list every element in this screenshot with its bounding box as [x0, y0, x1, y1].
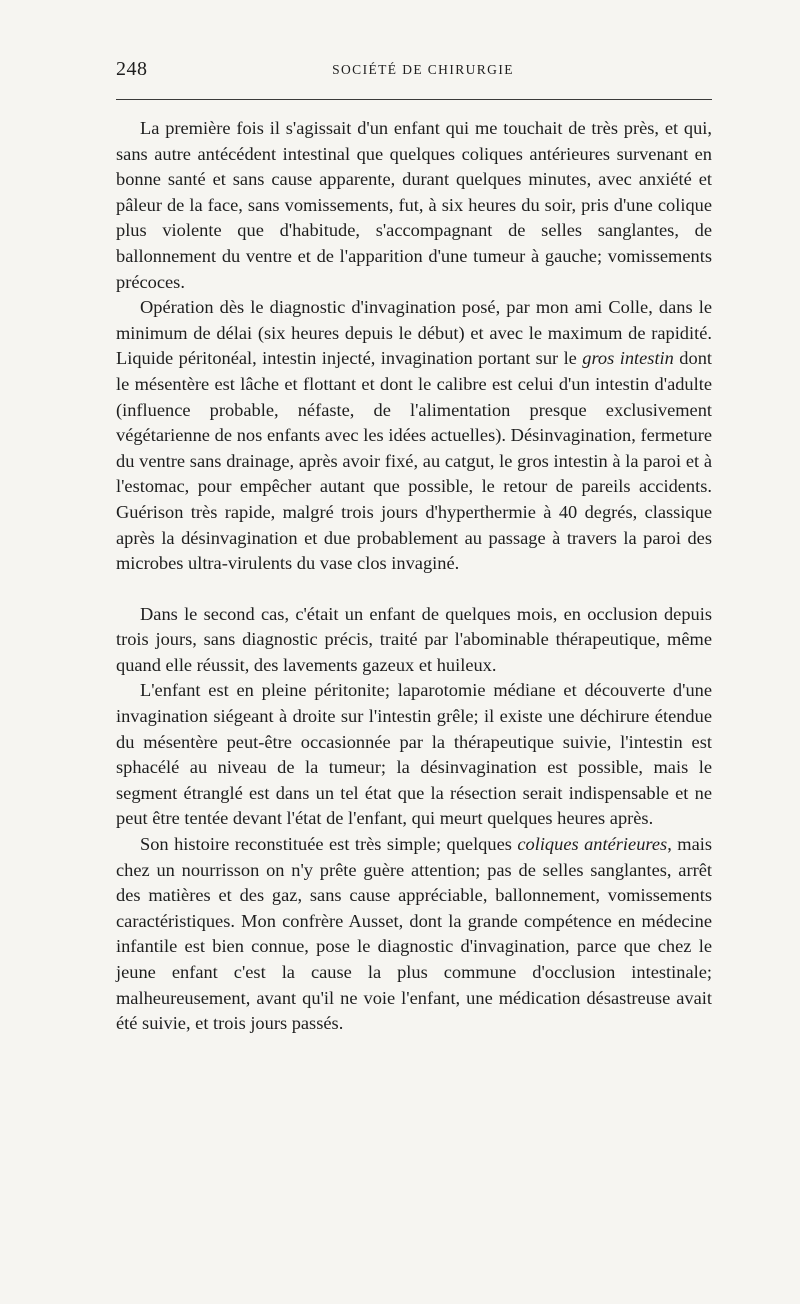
paragraph-operation [116, 295, 712, 577]
paragraph-text: Dans le second cas, c'était un enfant de quelques mois, en occlusion depuis trois jours, sans diagnostic précis, traité par l'abominable thérapeutique, même quand elle réussit, des lavements gazeux et huileux. [116, 603, 712, 675]
paragraph-first-case [116, 116, 712, 295]
paragraph-text: , mais chez un nourrisson on n'y prête guère attention; pas de selles sanglantes, arrêt des matières et des gaz, sans cause appréciable, ballonnement, vomissements caractéristiques. Mon confrère Ausset, dont la grande compétence en médecine infantile est bien connue, pose le diagnostic d'invagination, parce que chez le jeune enfant c'est la cause la plus commune d'occlusion intestinale; malheureusement, avant qu'il ne voie l'enfant, une médication désastreuse avait été suivie, et trois jours passés. [116, 834, 712, 1034]
paragraph-text: dont le mésentère est lâche et flottant et dont le calibre est celui d'un intestin d'adulte (influence probable, néfaste, de l'alimentation presque exclusivement végétarienne de nos enfants avec les idées actuelles). Désinvagination, fermeture du ventre sans drainage, après avoir fixé, au catgut, le gros intestin à la paroi et à l'estomac, pour empêcher autant que possible, le retour de pareils accidents. Guérison très rapide, malgré trois jours d'hyperthermie à 40 degrés, classique après la désinvagination et due probablement au passage à travers la paroi des microbes ultra-virulents du vase clos invaginé. [116, 348, 712, 574]
header-rule [116, 99, 712, 100]
paragraph-text: Opération dès le diagnostic d'invagination posé, par mon ami Colle, dans le minimum de délai (six heures depuis le début) et avec le maximum de rapidité. Liquide péritonéal, intestin injecté, invagination portant sur le [116, 297, 712, 369]
page-header [116, 58, 710, 84]
paragraph-history [116, 832, 712, 1037]
paragraph-text: Son histoire reconstituée est très simple; quelques [140, 834, 518, 855]
page-number: 248 [116, 58, 148, 80]
paragraph-peritonitis [116, 678, 712, 832]
paragraph-second-case [116, 602, 712, 679]
italic-term: coliques antérieures [517, 834, 668, 855]
running-title: SOCIÉTÉ DE CHIRURGIE [332, 62, 514, 77]
italic-term: gros intestin [582, 348, 674, 369]
paragraph-text: L'enfant est en pleine péritonite; laparotomie médiane et découverte d'une invagination siégeant à droite sur l'intestin grêle; il existe une déchirure étendue du mésentère peut-être occasionnée par la thérapeutique suivie, l'intestin est sphacélé au niveau de la tumeur; la désinvagination est possible, mais le segment étranglé est dans un tel état que la résection serait indispensable et ne peut être tentée devant l'état de l'enfant, qui meurt quelques heures après. [116, 680, 712, 829]
body-text [116, 116, 712, 1037]
paragraph-text: La première fois il s'agissait d'un enfant qui me touchait de très près, et qui, sans autre antécédent intestinal que quelques coliques antérieures survenant en bonne santé et sans cause apparente, durant quelques minutes, avec anxiété et pâleur de la face, sans vomissements, fut, à six heures du soir, pris d'une colique plus violente que d'habitude, s'accompagnant de selles sanglantes, de ballonnement du ventre et de l'apparition d'une tumeur à gauche; vomissements précoces. [116, 118, 712, 292]
